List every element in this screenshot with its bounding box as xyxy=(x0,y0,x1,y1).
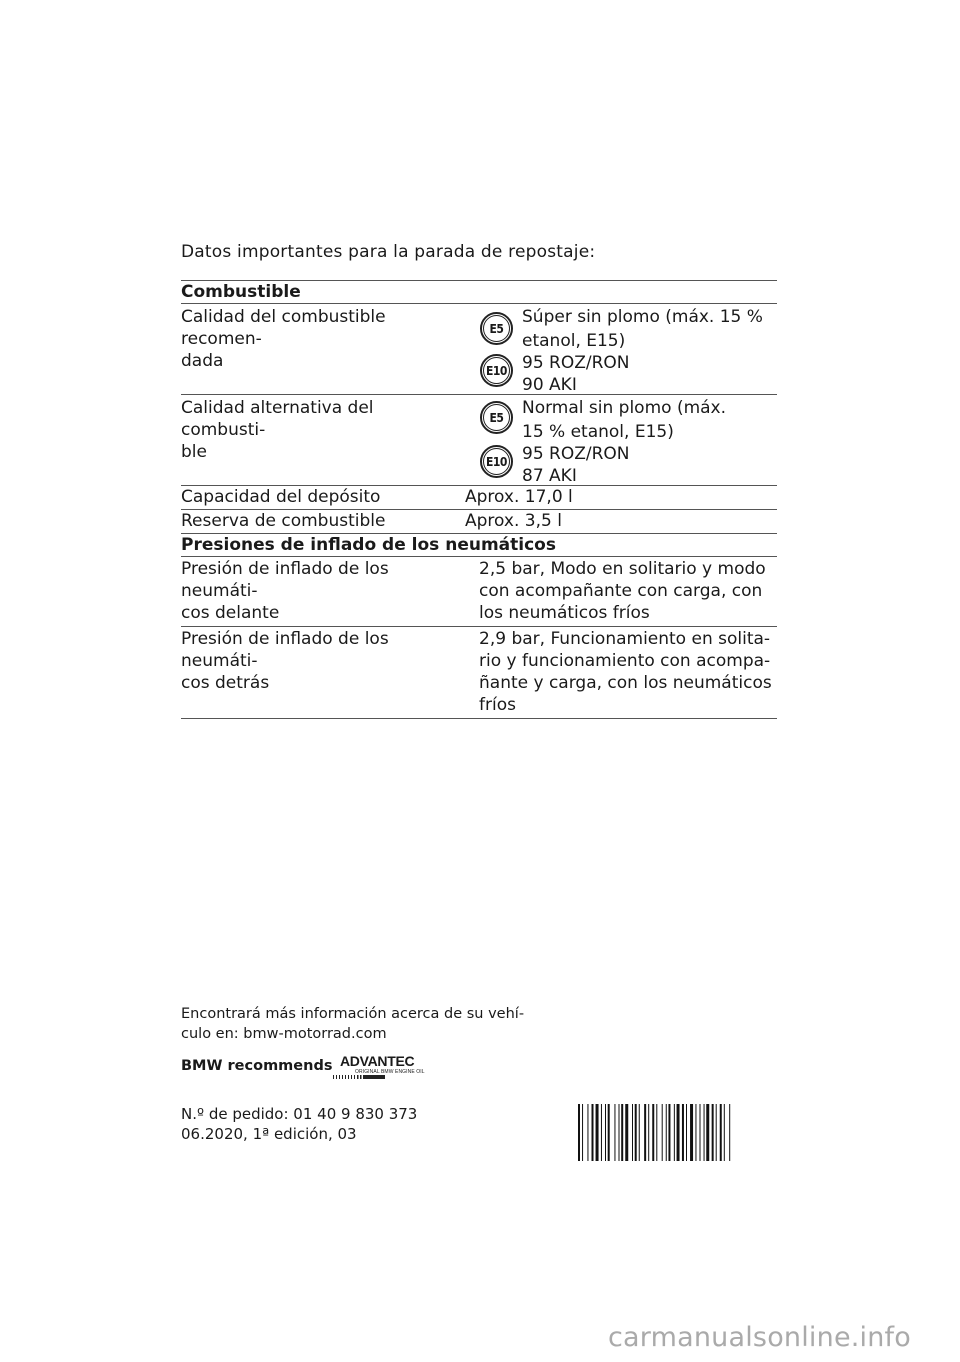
table-row-fuel-reserve xyxy=(181,509,777,533)
fuel-section-title: Combustible xyxy=(181,282,301,302)
table-row-tank-capacity xyxy=(181,485,777,509)
advantec-logo xyxy=(333,1053,443,1081)
tire-section-title: Presiones de inflado de los neumáticos xyxy=(181,535,556,555)
row-value: Súper sin plomo (máx. 15 % etanol, E15) 95 ROZ/RON 90 AKI xyxy=(522,307,763,395)
tire-section-header xyxy=(181,533,777,556)
bmw-recommends-label: BMW recommends xyxy=(181,1058,333,1074)
more-info-text: Encontrará más información acerca de su vehí- culo en: bmw-motorrad.com xyxy=(181,1006,525,1042)
refuel-data-table xyxy=(181,280,777,719)
table-row-recommended-fuel xyxy=(181,303,777,394)
e5-fuel-icon: E5 xyxy=(480,312,513,345)
watermark-text: carmanualsonline.info xyxy=(608,1322,911,1353)
row-value: 2,9 bar, Funcionamiento en solita- rio y funcionamiento con acompa- ñante y carga, con los neumáticos fríos xyxy=(479,629,772,715)
row-value: 2,5 bar, Modo en solitario y modo con acompañante con carga, con los neumáticos fríos xyxy=(479,559,766,623)
order-number: N.º de pedido: 01 40 9 830 373 xyxy=(181,1105,418,1123)
row-value: Normal sin plomo (máx. 15 % etanol, E15) 95 ROZ/RON 87 AKI xyxy=(522,398,727,486)
barcode-icon xyxy=(578,1104,777,1161)
e10-fuel-icon: E10 xyxy=(480,445,513,478)
table-row-alternative-fuel xyxy=(181,394,777,485)
fuel-section-header xyxy=(181,280,777,303)
intro-text: Datos importantes para la parada de repostaje: xyxy=(181,242,596,262)
row-label: Calidad alternativa del combusti- ble xyxy=(181,398,374,462)
table-row-front-tire-pressure xyxy=(181,556,777,626)
edition-info: 06.2020, 1ª edición, 03 xyxy=(181,1125,357,1143)
order-number-info xyxy=(181,1104,417,1144)
e5-fuel-icon: E5 xyxy=(480,401,513,434)
row-value: Aprox. 3,5 l xyxy=(465,511,562,531)
row-label: Reserva de combustible xyxy=(181,511,386,531)
advantec-logo-subtitle: ORIGINAL BMW ENGINE OIL xyxy=(355,1069,425,1075)
table-row-rear-tire-pressure xyxy=(181,626,777,719)
e10-fuel-icon: E10 xyxy=(480,354,513,387)
row-label: Capacidad del depósito xyxy=(181,487,381,507)
logo-stripe-icon xyxy=(333,1075,385,1079)
row-label: Calidad del combustible recomen- dada xyxy=(181,307,386,371)
row-label: Presión de inflado de los neumáti- cos detrás xyxy=(181,629,389,693)
row-label: Presión de inflado de los neumáti- cos delante xyxy=(181,559,389,623)
row-value: Aprox. 17,0 l xyxy=(465,487,573,507)
advantec-logo-text: ADVANTEC xyxy=(340,1053,415,1069)
